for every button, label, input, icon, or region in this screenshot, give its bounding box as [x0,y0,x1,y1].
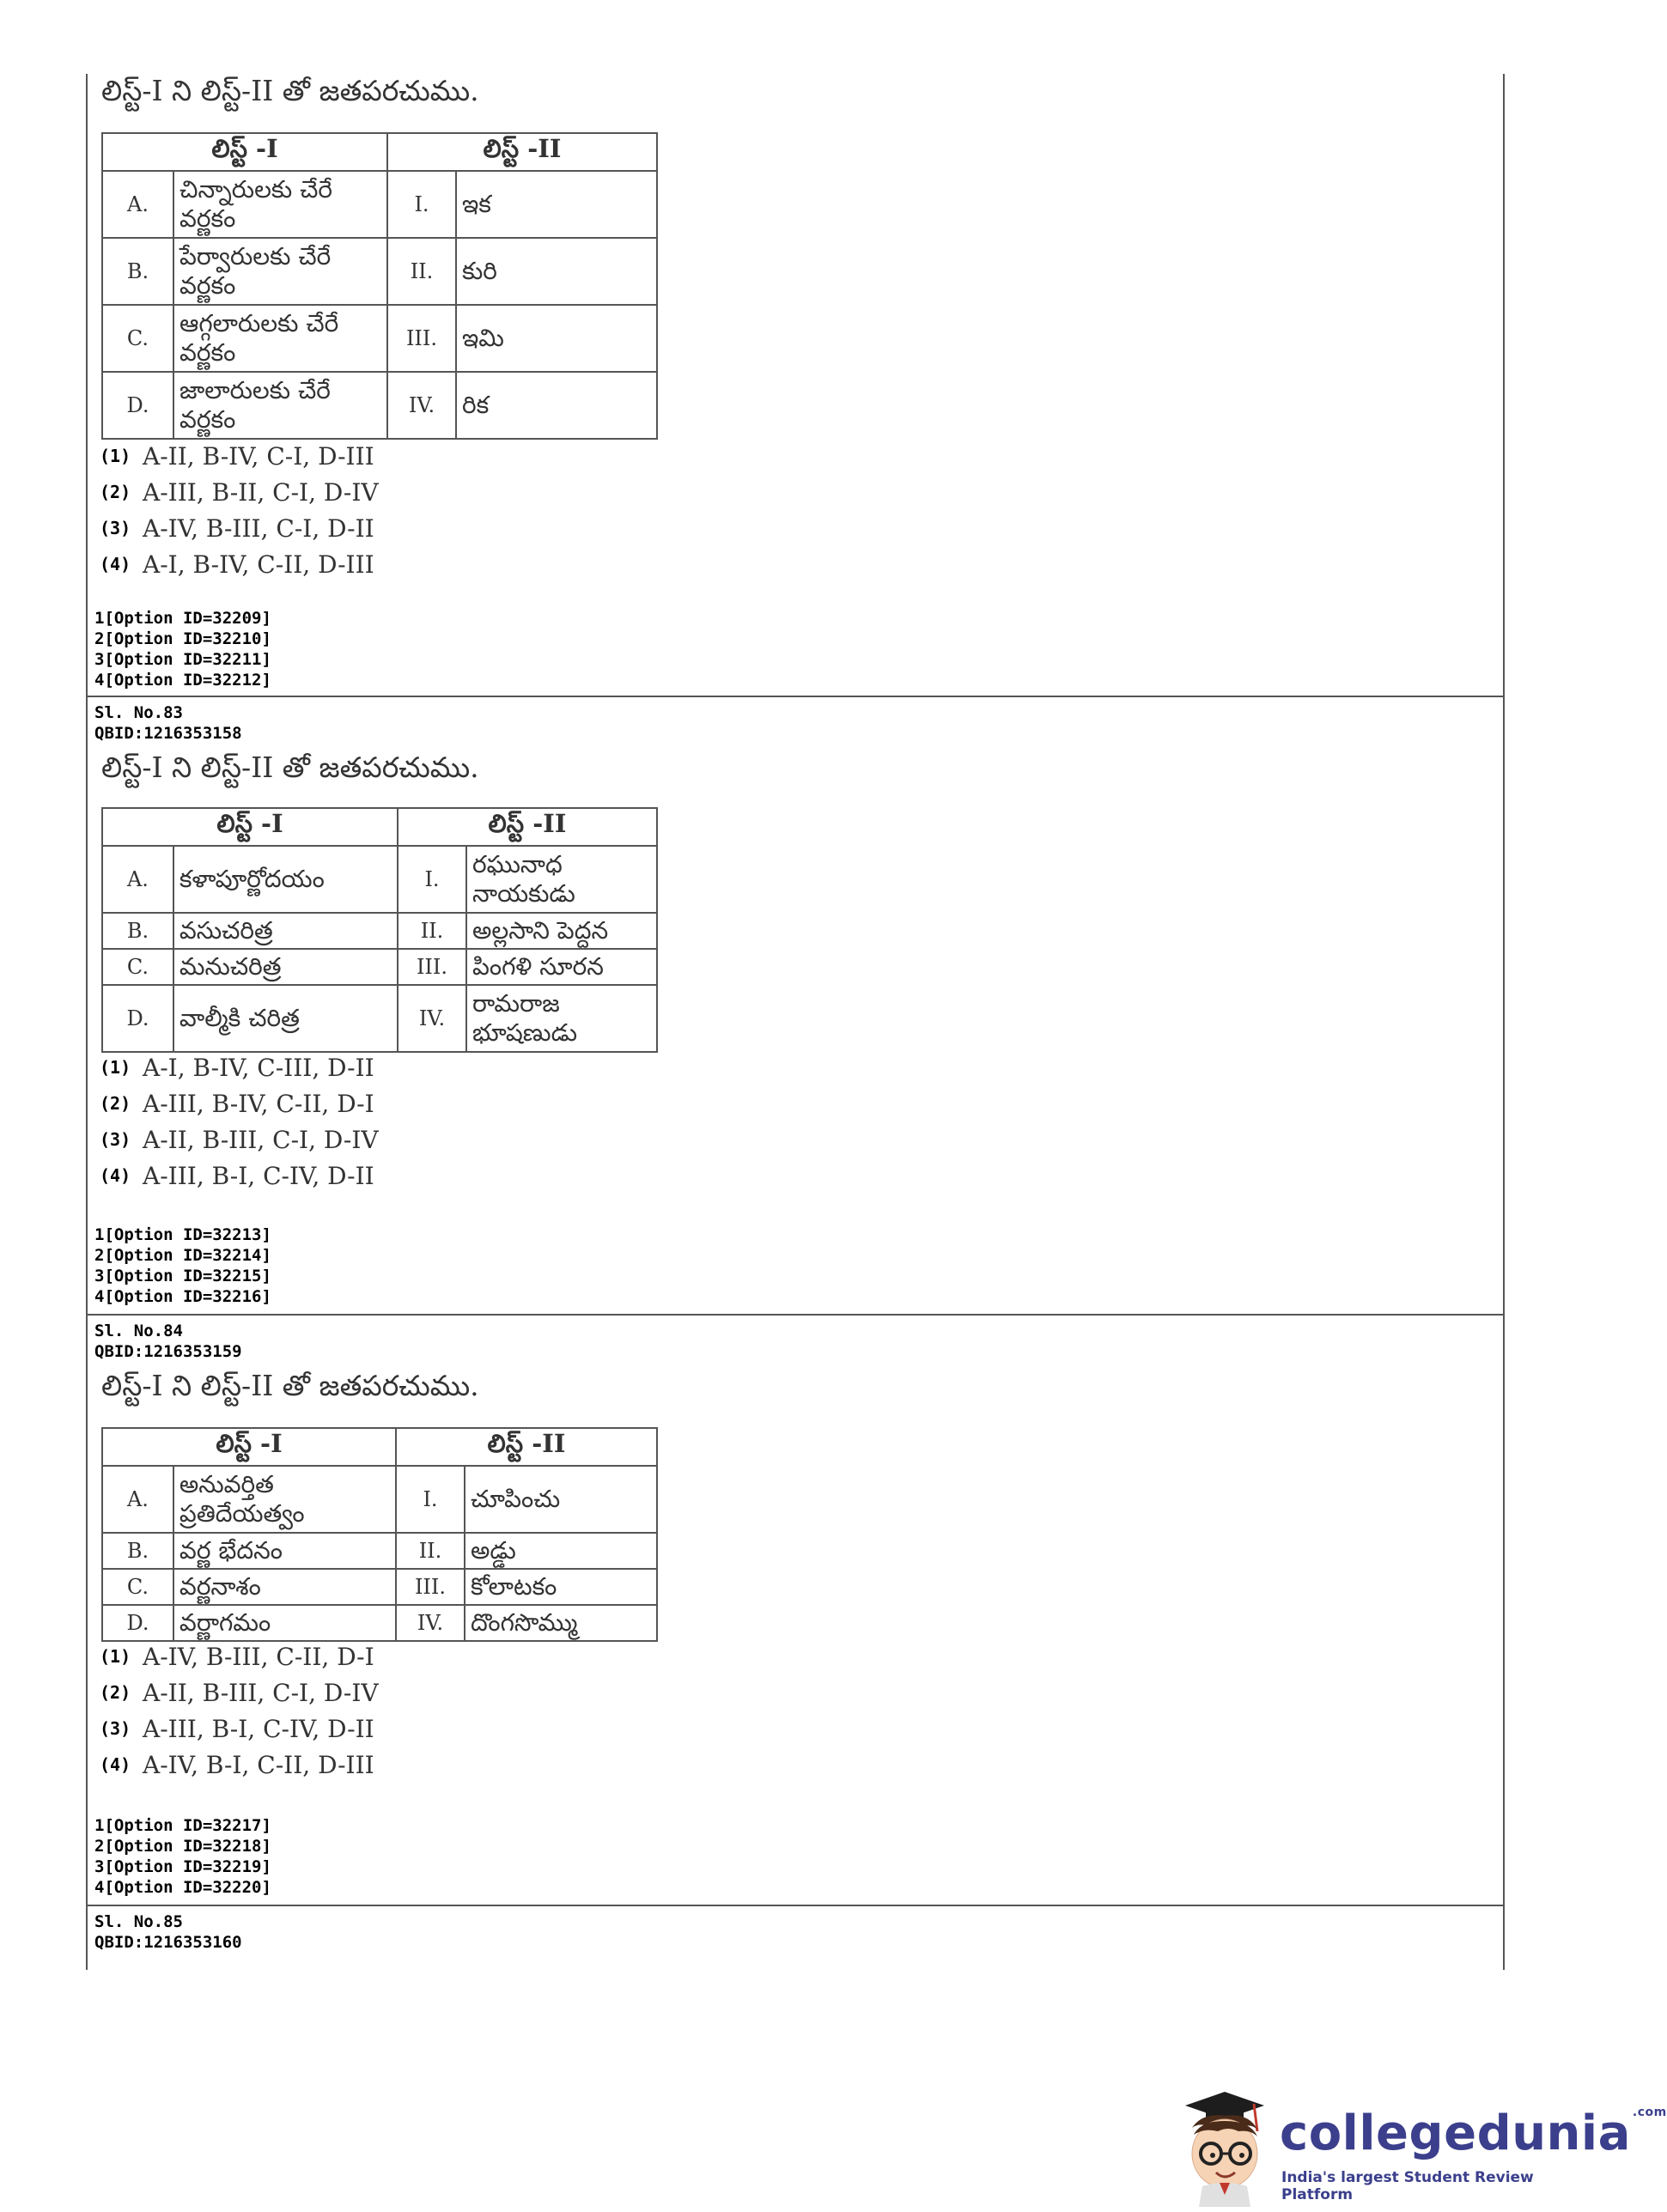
logo-wordmark: collegedunia $^{.com}$ [1280,2106,1667,2161]
option-1[interactable]: (1) A-I, B-IV, C-III, D-II [100,1053,374,1082]
divider [88,1314,1503,1316]
option-2[interactable]: (2) A-III, B-IV, C-II, D-I [100,1089,374,1118]
list2-header: లిస్ట్ -II [387,133,657,171]
serial-number: Sl. No.83 [94,703,183,722]
mascot-icon [1168,2087,1280,2207]
list1-header: లిస్ట్ -I [102,1428,396,1466]
answer-options [100,438,379,582]
table-row: A. కళాపూర్ణోదయం I. రఘునాధ నాయకుడు [102,846,657,913]
table-row: A. చిన్నారులకు చేరే వర్ణకం I. ఇక [102,171,657,238]
option-1[interactable]: (1) A-II, B-IV, C-I, D-III [100,441,374,471]
option-4[interactable]: (4) A-I, B-IV, C-II, D-III [100,550,374,579]
question-prompt: లిస్ట్-I ని లిస్ట్-II తో జతపరచుము. [101,750,479,784]
table-row: C. ఆగ్గలారులకు చేరే వర్ణకం III. ఇమి [102,305,657,372]
option-id-list: 1[Option ID=32217] 2[Option ID=32218] 3[Option ID=32219] 4[Option ID=32220] [94,1816,271,1897]
serial-number: Sl. No.85 [94,1912,183,1931]
answer-options [100,1638,379,1783]
option-4[interactable]: (4) A-IV, B-I, C-II, D-III [100,1750,374,1779]
table-row: B. పేర్వారులకు చేరే వర్ణకం II. కురి [102,238,657,305]
question-sheet [86,74,1505,1970]
qbid: QBID:1216353159 [94,1342,242,1361]
table-row: C. మనుచరిత్ర III. పింగళి సూరన [102,949,657,985]
option-3[interactable]: (3) A-IV, B-III, C-I, D-II [100,514,374,543]
option-1[interactable]: (1) A-IV, B-III, C-II, D-I [100,1642,374,1671]
option-4[interactable]: (4) A-III, B-I, C-IV, D-II [100,1161,374,1190]
table-row: A. అనువర్తిత ప్రతిదేయత్వం I. చూపించు [102,1466,657,1533]
table-row: C. వర్ణనాశం III. కోలాటకం [102,1569,657,1605]
option-id-list: 1[Option ID=32209] 2[Option ID=32210] 3[Option ID=32211] 4[Option ID=32212] [94,609,271,690]
match-table [101,807,658,1053]
qbid: QBID:1216353160 [94,1933,242,1952]
logo-tagline: India's largest Student Review Platform [1281,2169,1534,2203]
option-3[interactable]: (3) A-III, B-I, C-IV, D-II [100,1714,374,1743]
list2-header: లిస్ట్ -II [396,1428,657,1466]
answer-options [100,1049,379,1194]
option-2[interactable]: (2) A-II, B-III, C-I, D-IV [100,1678,379,1707]
table-row: D. జాలారులకు చేరే వర్ణకం IV. రిక [102,372,657,439]
match-table [101,1427,658,1642]
list1-header: లిస్ట్ -I [102,133,387,171]
table-row: D. వాల్మీకి చరిత్ర IV. రామరాజ భూషణుడు [102,985,657,1052]
list2-header: లిస్ట్ -II [398,808,657,846]
table-row: B. వర్ణ భేదనం II. అడ్డు [102,1533,657,1569]
question-prompt: లిస్ట్-I ని లిస్ట్-II తో జతపరచుము. [101,74,479,107]
list1-header: లిస్ట్ -I [102,808,398,846]
collegedunia-logo[interactable] [1168,2087,1667,2207]
question-prompt: లిస్ట్-I ని లిస్ట్-II తో జతపరచుము. [101,1369,479,1402]
table-row: D. వర్ణాగమం IV. దొంగసొమ్ము [102,1605,657,1641]
serial-number: Sl. No.84 [94,1322,183,1340]
qbid: QBID:1216353158 [94,724,242,743]
match-table [101,132,658,440]
option-2[interactable]: (2) A-III, B-II, C-I, D-IV [100,477,379,507]
option-id-list: 1[Option ID=32213] 2[Option ID=32214] 3[Option ID=32215] 4[Option ID=32216] [94,1225,271,1306]
divider [88,1905,1503,1906]
option-3[interactable]: (3) A-II, B-III, C-I, D-IV [100,1125,379,1154]
table-row: B. వసుచరిత్ర II. అల్లసాని పెద్దన [102,913,657,949]
divider [88,696,1503,697]
